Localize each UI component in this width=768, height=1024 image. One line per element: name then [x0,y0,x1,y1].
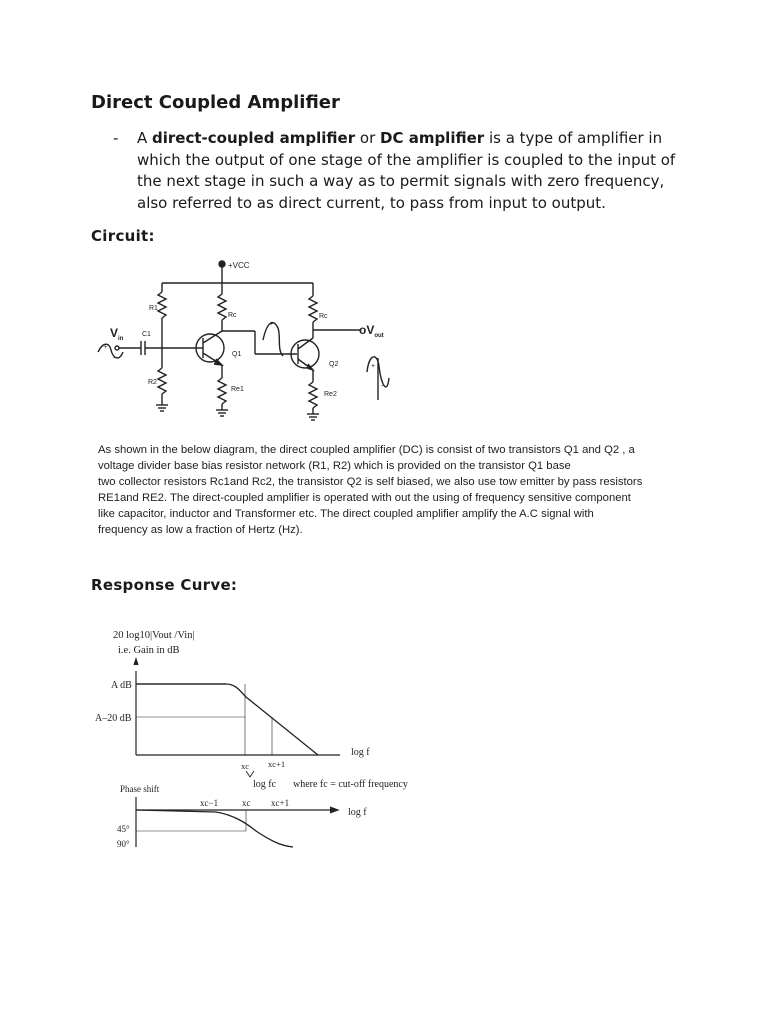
page-title: Direct Coupled Amplifier [91,92,340,113]
svg-text:-: - [113,355,116,362]
phase-log-f-label: log f [348,807,367,818]
svg-text:+: + [371,363,376,370]
xc-minus-1-tick-label: xc−1 [200,798,219,808]
r1-label: R1 [149,305,158,312]
rc2-label: Rc [319,313,328,320]
phase-curve [136,810,293,847]
xc-tick-label: xc [241,761,250,771]
gain-curve [136,684,318,755]
re1-label: Re1 [231,386,244,393]
c1-label: C1 [142,331,151,338]
re1-resistor [218,378,226,404]
definition-bullet [113,128,683,214]
vin-label: $V_{in}$ [110,326,124,342]
q2-label: Q2 [329,361,339,368]
definition-post: is a type of amplifier in which the output of one stage of the amplifier is coupled to the input of the next stage in such a way as to permit signals with zero frequency, also referred to as direct current, to pass from input to output. [137,129,676,212]
definition-mid: or [355,129,381,147]
rc2-resistor [309,296,317,322]
caption-line: As shown in the below diagram, the direct coupled amplifier (DC) is consist of two transistors Q1 and Q2 , a [98,444,635,456]
response-heading: Response Curve: [91,576,238,594]
response-curve-diagram [95,625,448,865]
bullet-dash: - [113,129,119,147]
term-dc-amplifier: DC amplifier [380,129,485,147]
definition-text [137,128,683,214]
vcc-label: +VCC [228,261,250,270]
re2-label: Re2 [324,391,337,398]
rc1-resistor [218,294,226,320]
r2-resistor [158,368,166,394]
caption-line: RE1and RE2. The direct-coupled amplifier is operated with out the using of frequency sensitive component [98,492,631,504]
definition-pre: A [137,129,153,147]
circuit-heading: Circuit: [91,227,155,245]
r2-label: R2 [148,379,157,386]
a20-db-label: A–20 dB [95,713,132,724]
svg-text:+: + [269,321,274,328]
term-direct-coupled: direct-coupled amplifier [152,129,356,147]
caption-line: frequency as low a fraction of Hertz (Hz). [98,524,303,536]
a-db-label: A dB [111,680,132,691]
gain-axis-label-1: 20 log10|Vout /Vin| [113,630,195,641]
phase-xc-plus-1-tick-label: xc+1 [271,798,290,808]
r1-resistor [158,292,166,318]
xc-plus-1-tick-label: xc+1 [268,759,286,769]
svg-text:-: - [381,383,384,390]
re2-resistor [309,382,317,408]
deg90-label: 90° [117,839,130,849]
circuit-caption [98,442,668,538]
input-wave [98,344,123,358]
caption-line: like capacitor, inductor and Transformer etc. The direct coupled amplifier amplify the A.C signal with [98,508,594,520]
cutoff-note: where fc = cut-off frequency [293,779,408,790]
circuit-diagram [95,250,425,430]
phase-shift-label: Phase shift [120,784,160,794]
gain-log-f-label: log f [351,747,370,758]
deg45-label: 45° [117,824,130,834]
gain-axis-label-2: i.e. Gain in dB [118,645,180,656]
q1-label: Q1 [232,351,242,358]
log-fc-label: log fc [253,779,277,790]
phase-xc-tick-label: xc [242,798,251,808]
vout-label: $oV_{out}$ [359,323,384,339]
rc1-label: Rc [228,312,237,319]
caption-line: voltage divider base bias resistor network (R1, R2) which is provided on the transistor Q1 base [98,460,571,472]
caption-line: two collector resistors Rc1and Rc2, the transistor Q2 is self biased, we also use tow emitter by pass resistors [98,476,643,488]
svg-text:+: + [104,345,108,351]
